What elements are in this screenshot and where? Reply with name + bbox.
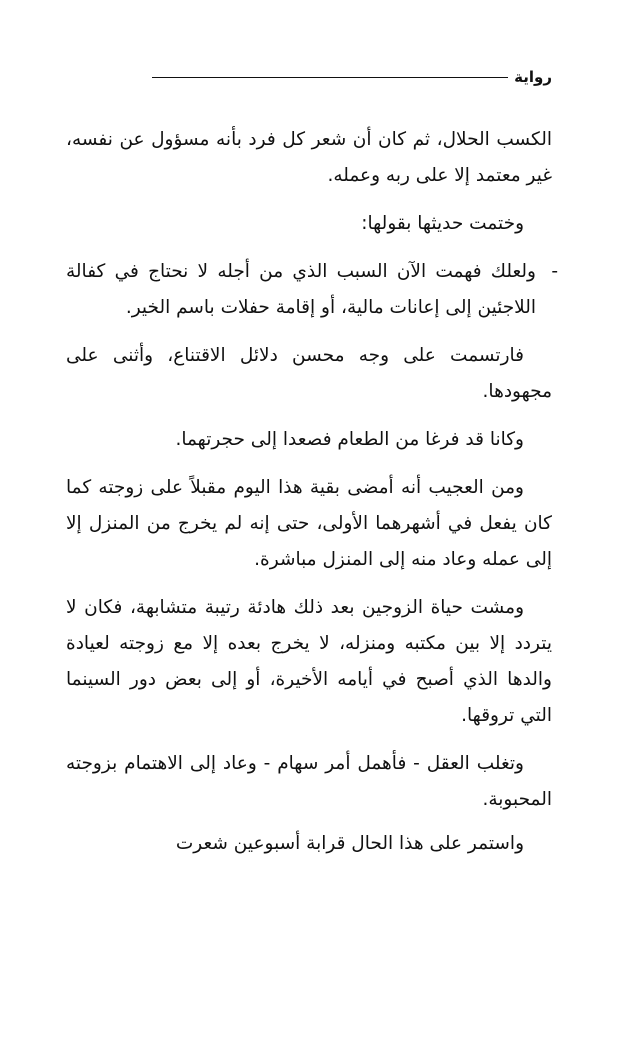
paragraph-4: فارتسمت على وجه محسن دلائل الاقتناع، وأثنى على مجهودها. bbox=[66, 345, 552, 402]
paragraph-3-dialogue bbox=[66, 254, 558, 326]
paragraph-2: وختمت حديثها بقولها: bbox=[361, 213, 524, 234]
dialogue-dash: - bbox=[551, 261, 558, 282]
header-title: رواية bbox=[514, 68, 552, 86]
paragraph-7: ومشت حياة الزوجين بعد ذلك هادئة رتيبة متشابهة، فكان لا يتردد إلا بين مكتبه ومنزله، لا يخرج بعده إلا مع زوجته لعيادة والدها الذي أصبح في أيامه الأخيرة، أو إلى بعض دور السينما التي تروقها. bbox=[66, 597, 552, 726]
page-body bbox=[66, 122, 558, 874]
paragraph-6: ومن العجيب أنه أمضى بقية هذا اليوم مقبلاً على زوجته كما كان يفعل في أشهرهما الأولى، حتى إنه لم يخرج من المنزل إلا إلى عمله وعاد منه إلى المنزل مباشرة. bbox=[66, 477, 552, 570]
paragraph-1: الكسب الحلال، ثم كان أن شعر كل فرد بأنه مسؤول عن نفسه، غير معتمد إلا على ربه وعمله. bbox=[66, 129, 552, 186]
paragraph-9: واستمر على هذا الحال قرابة أسبوعين شعرت bbox=[175, 833, 524, 854]
paragraph-5: وكانا قد فرغا من الطعام فصعدا إلى حجرتهما. bbox=[175, 429, 524, 450]
paragraph-8: وتغلب العقل - فأهمل أمر سهام - وعاد إلى الاهتمام بزوجته المحبوبة. bbox=[66, 753, 552, 810]
running-header bbox=[152, 64, 552, 90]
paragraph-3-text: ولعلك فهمت الآن السبب الذي من أجله لا نحتاج في كفالة اللاجئين إلى إعانات مالية، أو إقامة حفلات باسم الخير. bbox=[66, 261, 536, 318]
header-rule bbox=[152, 77, 508, 78]
